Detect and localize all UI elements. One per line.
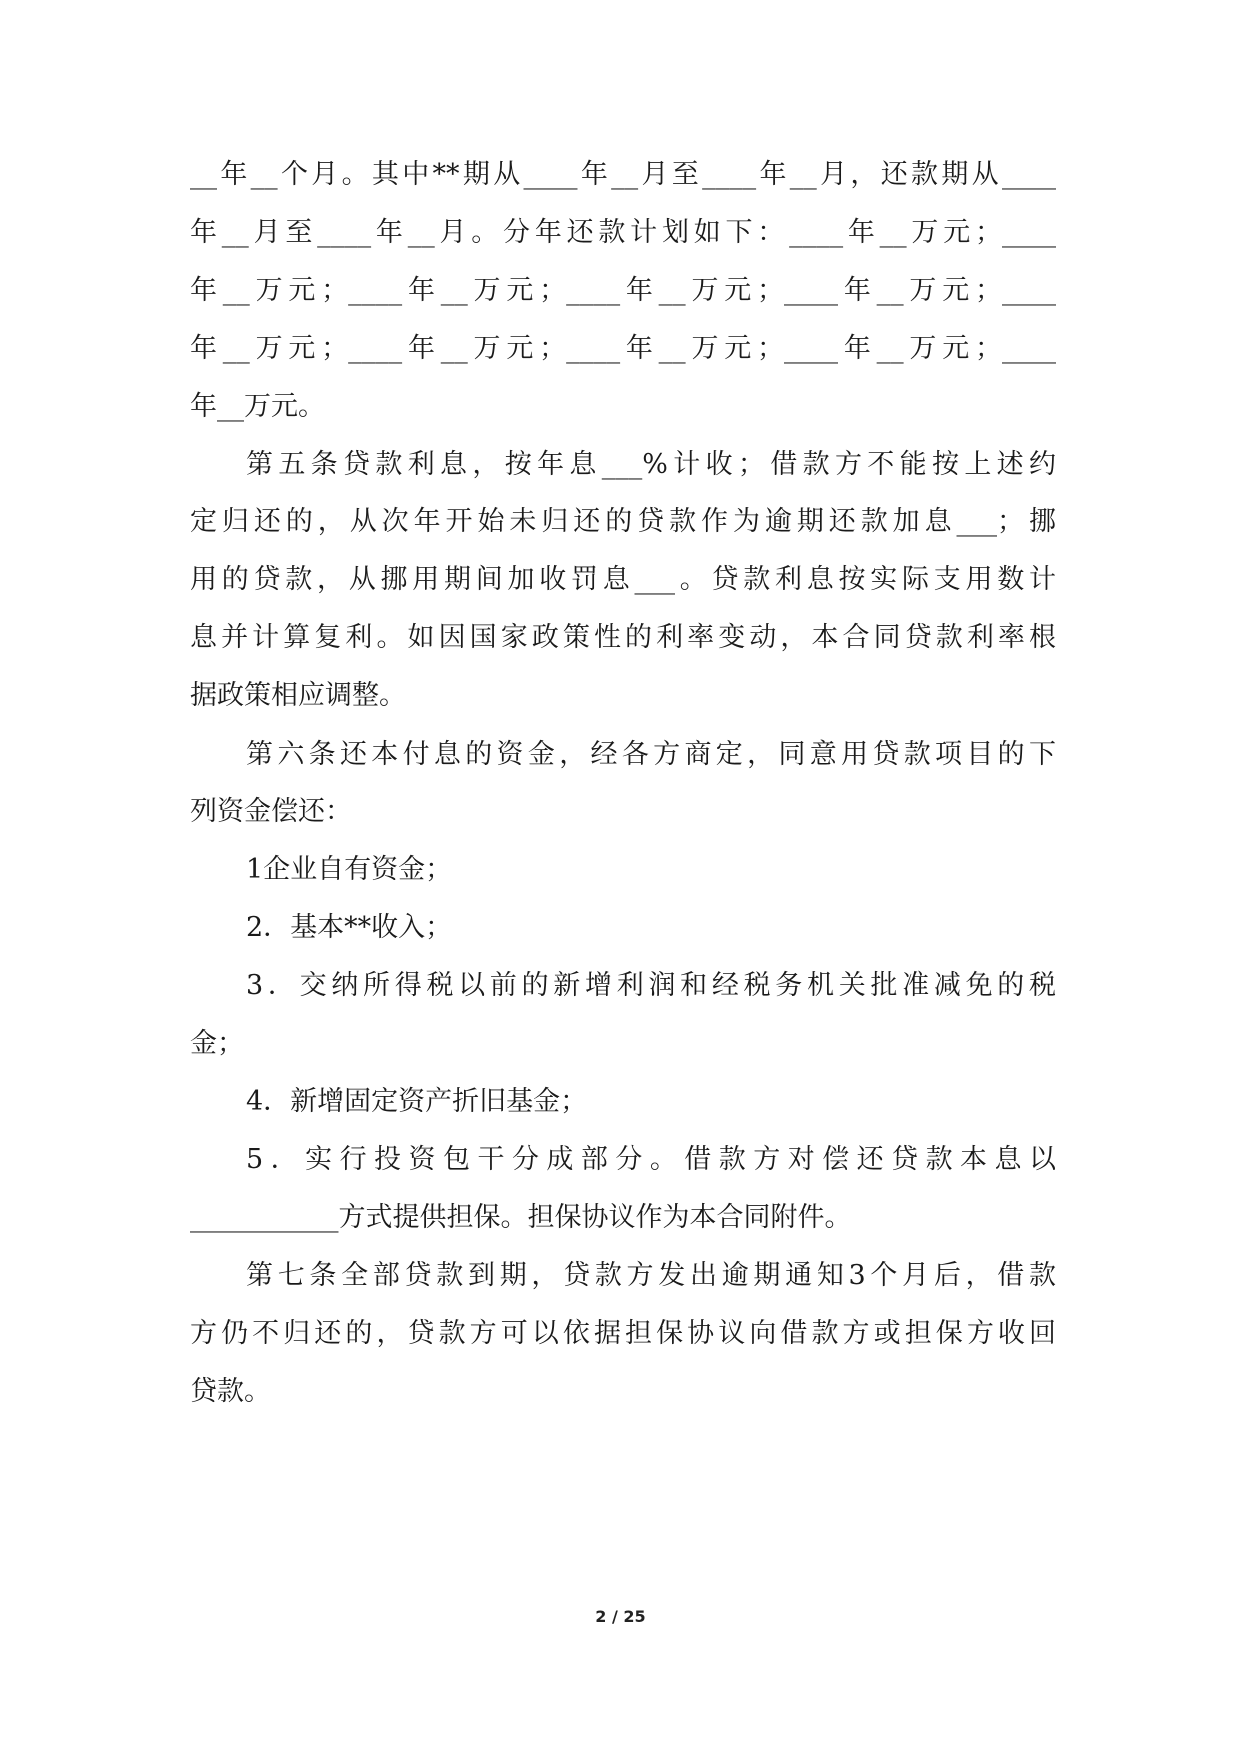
list-item-1: 1企业自有资金；	[246, 854, 453, 885]
list-item-4: 4．新增固定资产折旧基金；	[246, 1086, 588, 1117]
text-line: 方仍不归还的，贷款方可以依据担保协议向借款方或担保方收回	[190, 1318, 1056, 1349]
text-line: 年__万元；____年__万元；____年__万元；____年__万元；____	[190, 333, 1056, 364]
list-item-3: 3．交纳所得税以前的新增利润和经税务机关批准减免的税	[246, 970, 1056, 1001]
page-number: 2 / 25	[595, 1607, 646, 1626]
paragraph-article-7-line: 第七条全部贷款到期，贷款方发出逾期通知3个月后，借款	[246, 1260, 1056, 1291]
text-line: 年__月至____年__月。分年还款计划如下：____年__万元；____	[190, 217, 1056, 248]
text-line: ___________方式提供担保。担保协议作为本合同附件。	[190, 1202, 852, 1233]
text-line: 年__万元；____年__万元；____年__万元；____年__万元；____	[190, 275, 1056, 306]
text-line: 年__万元。	[190, 391, 325, 422]
paragraph-article-5-line: 第五条贷款利息，按年息___%计收；借款方不能按上述约	[246, 449, 1056, 480]
text-line: __年__个月。其中**期从____年__月至____年__月，还款期从____	[190, 159, 1056, 190]
text-line: 据政策相应调整。	[190, 680, 406, 711]
text-line: 定归还的，从次年开始未归还的贷款作为逾期还款加息___；挪	[190, 506, 1056, 537]
paragraph-article-6-line: 第六条还本付息的资金，经各方商定，同意用贷款项目的下	[246, 739, 1056, 770]
text-line: 息并计算复利。如因国家政策性的利率变动，本合同贷款利率根	[190, 622, 1056, 653]
text-line: 贷款。	[190, 1376, 271, 1407]
text-line: 金；	[190, 1028, 244, 1059]
list-item-2: 2．基本**收入；	[246, 912, 453, 943]
text-line: 用的贷款，从挪用期间加收罚息___。贷款利息按实际支用数计	[190, 564, 1056, 595]
list-item-5: 5．实行投资包干分成部分。借款方对偿还贷款本息以	[246, 1144, 1056, 1175]
text-line: 列资金偿还：	[190, 796, 352, 827]
